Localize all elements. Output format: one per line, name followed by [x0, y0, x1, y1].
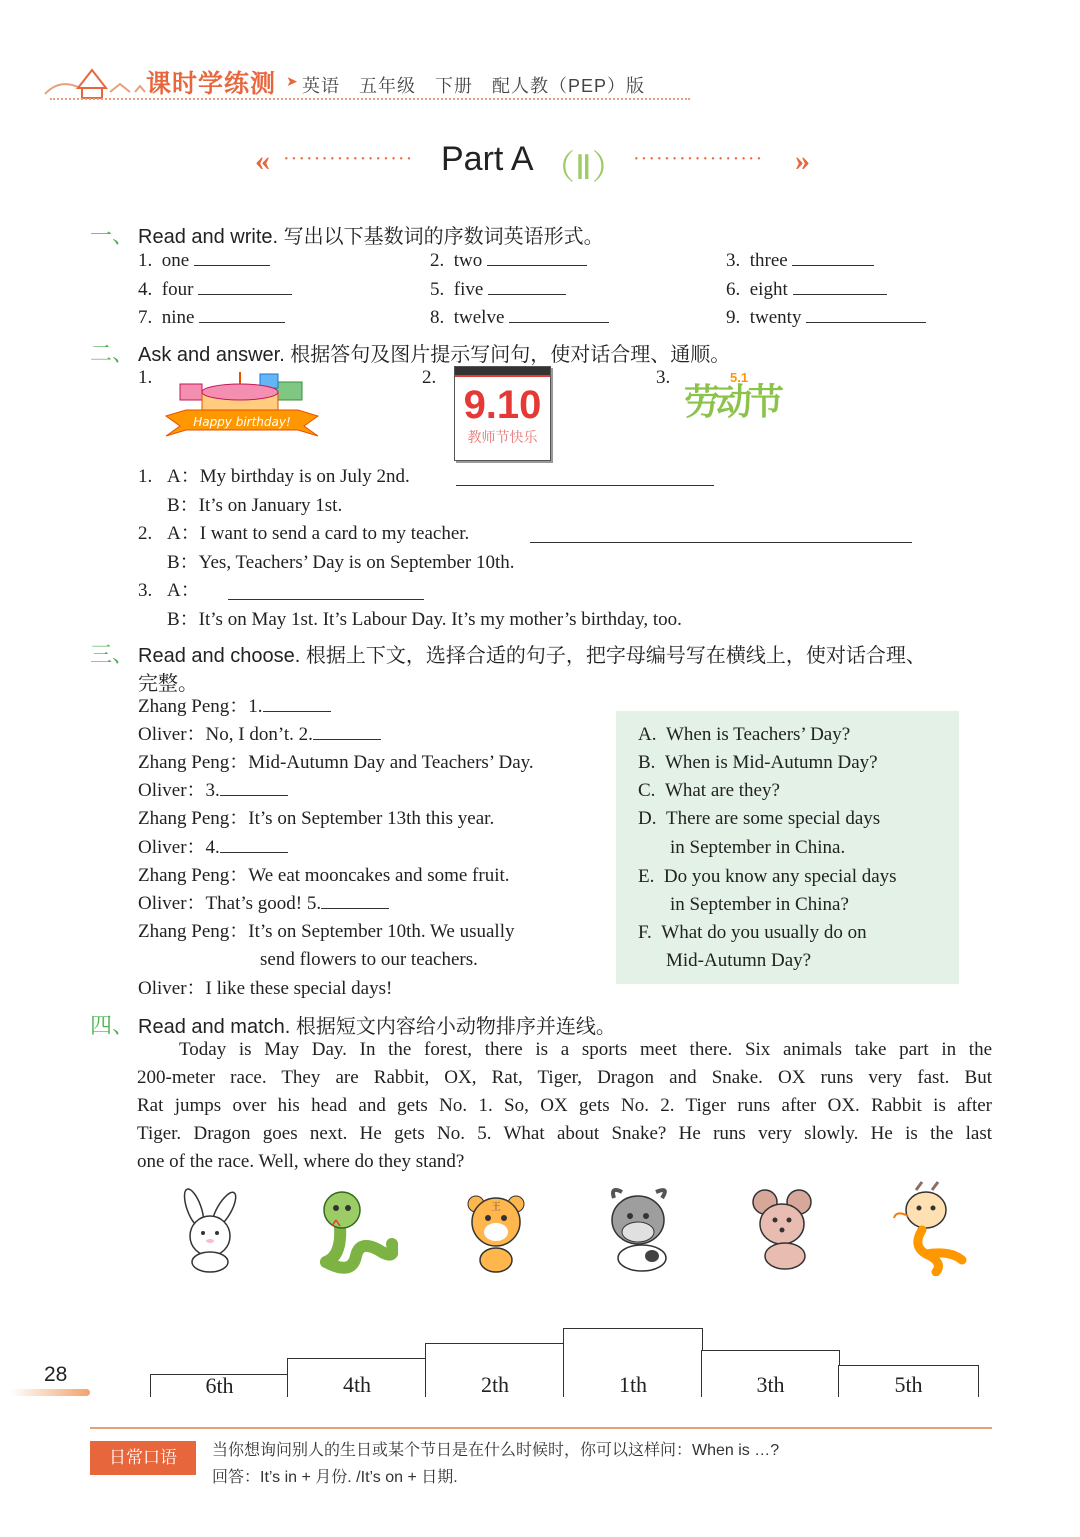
answer-blank[interactable] [487, 247, 587, 266]
option-a: A. When is Teachers’ Day? [638, 724, 851, 745]
passage-line: Tiger. Dragon goes next. He gets No. 5. What about Snake? He runs very slowly. He is the last [137, 1123, 992, 1144]
calendar-top-bar [455, 367, 550, 377]
podium-step-5th[interactable]: 5th [838, 1365, 979, 1397]
answer-blank[interactable] [793, 276, 887, 295]
labour-day-image [684, 368, 794, 442]
section-4-title: Read and match. 根据短文内容给小动物排序并连线。 [138, 1016, 616, 1038]
picture-number: 3. [656, 367, 671, 388]
tip-line-2: 回答：It’s in + 月份. /It’s on + 日期. [212, 1469, 458, 1486]
conversation-line: Oliver：I like these special days! [138, 978, 393, 999]
section-4-number: 四、 [90, 1013, 135, 1038]
answer-blank[interactable] [488, 276, 566, 295]
list-item: 4. four [138, 276, 292, 304]
list-item: 5. five [430, 276, 566, 304]
list-item: 6. eight [726, 276, 887, 304]
option-e: E. Do you know any special days [638, 866, 897, 887]
answer-blank[interactable] [806, 304, 926, 323]
dialog-number: 3. [138, 580, 153, 601]
answer-blank[interactable] [792, 247, 874, 266]
option-f: F. What do you usually do on [638, 922, 867, 943]
header-underline [50, 98, 690, 100]
podium-step-3th[interactable]: 3th [701, 1350, 840, 1397]
dialog-a: A：My birthday is on July 2nd. [167, 466, 410, 487]
section-3-number: 三、 [90, 642, 135, 667]
calendar-image [454, 366, 551, 461]
footer-divider [90, 1427, 992, 1429]
snake-image[interactable] [312, 1186, 398, 1276]
dots-right: ················· [633, 148, 764, 170]
option-d: D. There are some special days [638, 808, 881, 829]
conversation-line: Zhang Peng：1. [138, 693, 331, 721]
options-box [616, 711, 959, 984]
part-heading [255, 138, 830, 188]
list-item: 1. one [138, 247, 270, 275]
labour-day-badge: 5.1 [730, 370, 749, 385]
conversation-line: Zhang Peng：We eat mooncakes and some fruit. [138, 865, 510, 886]
rat-image[interactable] [745, 1186, 821, 1272]
choice-blank[interactable] [220, 777, 288, 796]
dialog-a: A：I want to send a card to my teacher. [167, 523, 470, 544]
part-title: Part A [441, 140, 534, 178]
question-blank[interactable] [530, 524, 912, 543]
conversation-line: Zhang Peng：Mid-Autumn Day and Teachers’ Day. [138, 752, 534, 773]
double-chevron-right-icon: » [795, 144, 810, 177]
question-blank[interactable] [228, 581, 424, 600]
ox-image[interactable] [600, 1184, 680, 1274]
arrow-icon: ➤ [286, 75, 298, 90]
conversation-line: Oliver：That’s good! 5. [138, 890, 389, 918]
section-3-title-cont: 完整。 [138, 673, 198, 695]
dialog-b: B：It’s on January 1st. [167, 495, 343, 516]
dialog-b: B：It’s on May 1st. It’s Labour Day. It’s my mother’s birthday, too. [167, 609, 682, 630]
list-item: 3. three [726, 247, 874, 275]
conversation [138, 693, 608, 1005]
passage-line: Rat jumps over his head and gets No. 1. So, OX gets No. 2. Tiger runs after OX. Rabbit is after [137, 1095, 992, 1116]
section-1-number: 一、 [90, 223, 135, 248]
answer-blank[interactable] [198, 276, 292, 295]
answer-blank[interactable] [509, 304, 609, 323]
labour-day-text: 劳动节 [684, 381, 781, 422]
book-subject: 英语 五年级 下册 配人教（PEP）版 [302, 76, 646, 96]
answer-blank[interactable] [199, 304, 285, 323]
ordinal-grid [138, 247, 958, 337]
page-number-bar [10, 1389, 90, 1396]
question-blank[interactable] [456, 467, 714, 486]
tiger-forehead-mark: 王 [491, 1202, 501, 1213]
dialogs [138, 463, 978, 633]
section-2-number: 二、 [90, 341, 135, 366]
conversation-line: Oliver：No, I don’t. 2. [138, 721, 381, 749]
passage-line: one of the race. Well, where do they stand? [137, 1151, 465, 1172]
podium-step-6th[interactable]: 6th [150, 1374, 289, 1397]
rabbit-image[interactable] [170, 1186, 250, 1276]
podium-step-2th[interactable]: 2th [425, 1343, 565, 1397]
birthday-cake-image [164, 366, 320, 450]
dialog-a: A： [167, 580, 200, 601]
conversation-line: send flowers to our teachers. [260, 949, 478, 970]
page-number: 28 [44, 1363, 68, 1386]
conversation-line: Oliver：3. [138, 777, 288, 805]
tip-label: 日常口语 [90, 1441, 196, 1475]
dialog-number: 1. [138, 466, 153, 487]
list-item: 9. twenty [726, 304, 926, 332]
choice-blank[interactable] [220, 834, 288, 853]
calendar-caption: 教师节快乐 [467, 429, 538, 445]
list-item: 8. twelve [430, 304, 609, 332]
option-d-cont: in September in China. [670, 837, 846, 858]
podium-step-1th[interactable]: 1th [563, 1328, 703, 1397]
dialog-b: B：Yes, Teachers’ Day is on September 10th. [167, 552, 515, 573]
podium-step-4th[interactable]: 4th [287, 1358, 427, 1397]
brand-title: 课时学练测 [146, 70, 277, 98]
dragon-image[interactable] [886, 1180, 968, 1276]
conversation-line: Zhang Peng：It’s on September 13th this year. [138, 808, 495, 829]
picture-number: 1. [138, 367, 153, 388]
calendar-date: 9.10 [463, 383, 542, 427]
dialog-number: 2. [138, 523, 153, 544]
house-icon [40, 58, 150, 102]
option-b: B. When is Mid-Autumn Day? [638, 752, 878, 773]
choice-blank[interactable] [321, 890, 389, 909]
section-2-title: Ask and answer. 根据答句及图片提示写问句，使对话合理、通顺。 [138, 344, 731, 366]
part-roman: （Ⅱ） [541, 149, 626, 187]
option-c: C. What are they? [638, 780, 780, 801]
dots-left: ················· [283, 148, 414, 170]
list-item: 7. nine [138, 304, 285, 332]
passage-line: Today is May Day. In the forest, there is a sports meet there. Six animals take part in the [179, 1039, 992, 1060]
passage [137, 1036, 992, 1181]
picture-number: 2. [422, 367, 437, 388]
birthday-banner-text: Happy birthday! [193, 415, 291, 429]
conversation-line: Zhang Peng：It’s on September 10th. We usually [138, 921, 515, 942]
tip-line-1: 当你想询问别人的生日或某个节日是在什么时候时，你可以这样问：When is …? [212, 1442, 780, 1459]
conversation-line: Oliver：4. [138, 834, 288, 862]
section-3-title: Read and choose. 根据上下文，选择合适的句子，把字母编号写在横线上，使对话合理、 [138, 645, 926, 667]
option-e-cont: in September in China? [670, 894, 849, 915]
section-1-title: Read and write. 写出以下基数词的序数词英语形式。 [138, 226, 604, 248]
double-chevron-left-icon: « [255, 144, 270, 177]
passage-line: 200-meter race. They are Rabbit, OX, Rat, Tiger, Dragon and Snake. OX runs very fast. But [137, 1067, 992, 1088]
answer-blank[interactable] [194, 247, 270, 266]
tiger-image[interactable] [460, 1188, 532, 1274]
list-item: 2. two [430, 247, 587, 275]
option-f-cont: Mid-Autumn Day? [666, 950, 812, 971]
choice-blank[interactable] [263, 693, 331, 712]
choice-blank[interactable] [313, 721, 381, 740]
header [40, 58, 1050, 108]
